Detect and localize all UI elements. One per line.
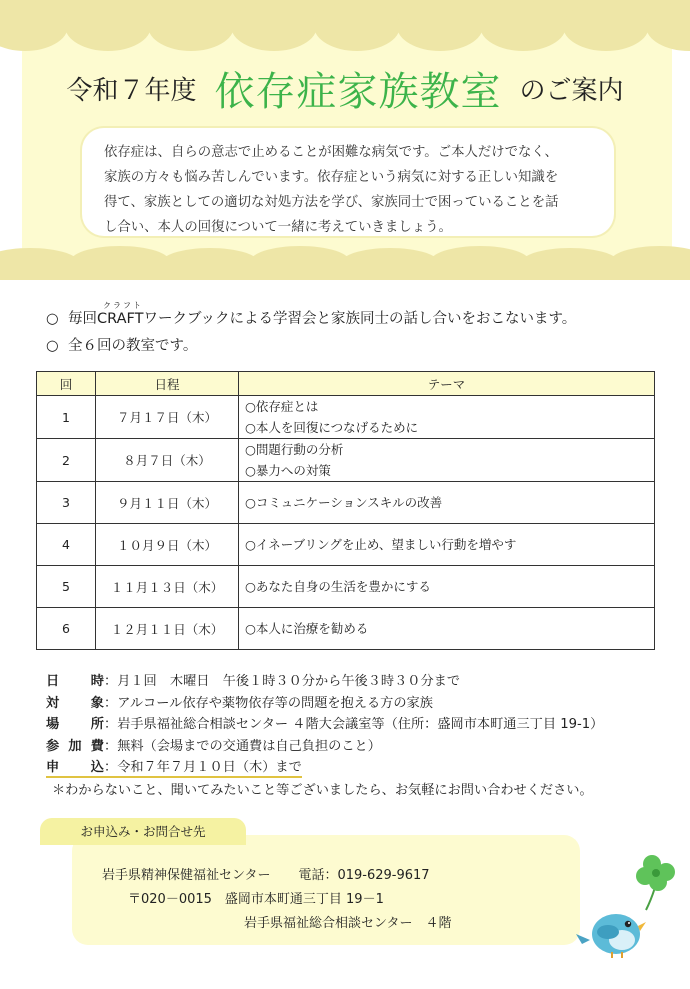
deadline-underline <box>46 760 302 778</box>
detail-row-deadline <box>46 757 603 779</box>
detail-separator: ： <box>104 674 118 689</box>
bottom-scallop-border <box>0 238 690 280</box>
bluebird-icon <box>576 914 646 958</box>
title-prefix: 令和７年度 <box>66 76 197 106</box>
event-details <box>46 671 603 779</box>
header-cell-date: 日程 <box>96 372 239 396</box>
session-number: 2 <box>37 439 96 482</box>
detail-separator: ： <box>104 738 118 754</box>
detail-label: 参加費 <box>46 738 104 754</box>
theme-line: ○イネーブリングを止め、望ましい行動を増やす <box>245 537 517 552</box>
clover-icon <box>636 855 675 910</box>
theme-line: ○本人を回復につなげるために <box>245 420 419 435</box>
table-row <box>37 396 655 439</box>
detail-row-venue <box>46 714 603 736</box>
detail-value: 無料（会場までの交通費は自己負担のこと） <box>117 738 381 754</box>
table-header-row <box>37 372 655 396</box>
table-row <box>37 608 655 650</box>
table-row <box>37 566 655 608</box>
top-scallop-border <box>0 0 690 56</box>
intro-line: し合い、本人の回復について一緒に考えていきましょう。 <box>104 220 452 235</box>
theme-line: ○本人に治療を勧める <box>245 621 369 636</box>
detail-value: アルコール依存や薬物依存等の問題を抱える方の家族 <box>117 695 433 711</box>
detail-value: 月１回 木曜日 午後１時３０分から午後３時３０分まで <box>117 674 461 689</box>
detail-value: 令和７年７月１０日（木）まで <box>117 760 302 775</box>
table-row <box>37 482 655 524</box>
detail-label: 日時 <box>46 674 104 689</box>
contact-address: 〒020－0015 盛岡市本町通三丁目 19－1 <box>128 892 384 907</box>
detail-separator: ： <box>104 717 118 732</box>
theme-line: ○暴力への対策 <box>245 463 331 478</box>
bullet-1-prefix: 毎回 <box>68 311 97 327</box>
detail-row-datetime <box>46 671 603 693</box>
intro-line: 家族の方々も悩み苦しんでいます。依存症という病気に対する正しい知識を <box>104 170 559 185</box>
theme-line: ○あなた自身の生活を豊かにする <box>245 579 431 594</box>
bullet-1-suffix: ワークブックによる学習会と家族同士の話し合いをおこないます。 <box>143 311 577 327</box>
contact-tab-label: お申込み・お問合せ先 <box>40 818 246 845</box>
circle-bullet: ○ <box>46 338 59 354</box>
session-date: ８月７日（木） <box>96 439 239 482</box>
session-number: 5 <box>37 566 96 608</box>
session-theme <box>239 439 655 482</box>
title-main: 依存症家族教室 <box>214 69 502 115</box>
detail-separator: ： <box>104 760 118 775</box>
session-theme <box>239 608 655 650</box>
table-row <box>37 439 655 482</box>
intro-line: 依存症は、自らの意志で止めることが困難な病気です。ご本人だけでなく、 <box>104 145 558 160</box>
theme-line: ○問題行動の分析 <box>245 442 344 457</box>
theme-line: ○コミュニケーションスキルの改善 <box>245 495 443 510</box>
intro-line: 得て、家族としての適切な対処方法を学び、家族同士で困っていることを話 <box>104 195 559 210</box>
session-theme <box>239 524 655 566</box>
bird-clover-illustration <box>572 848 684 960</box>
bullet-item <box>46 301 577 333</box>
session-date: １２月１１日（木） <box>96 608 239 650</box>
bullet-2-text: 全６回の教室です。 <box>68 338 198 354</box>
detail-row-target <box>46 693 603 715</box>
detail-label: 対象 <box>46 695 104 711</box>
detail-label: 申込 <box>46 760 104 775</box>
contact-building: 岩手県福祉総合相談センター ４階 <box>244 916 452 931</box>
session-number: 3 <box>37 482 96 524</box>
session-theme <box>239 396 655 439</box>
detail-label: 場所 <box>46 717 104 732</box>
table-row <box>37 524 655 566</box>
detail-separator: ： <box>104 695 118 711</box>
header-cell-theme: テーマ <box>239 372 655 396</box>
circle-bullet: ○ <box>46 311 59 327</box>
page-title <box>0 60 690 117</box>
session-number: 4 <box>37 524 96 566</box>
contact-phone: 電話：019-629-9617 <box>298 868 430 883</box>
craft-ruby: クラフト <box>103 301 143 310</box>
contact-org: 岩手県精神保健福祉センター <box>102 868 271 883</box>
inquiry-note: ＊わからないこと、聞いてみたいこと等ございましたら、お気軽にお問い合わせください。 <box>52 783 593 798</box>
craft-word: CRAFT <box>97 311 144 327</box>
detail-row-fee <box>46 736 603 758</box>
intro-box <box>82 128 614 236</box>
bullet-list <box>46 301 577 360</box>
session-date: ７月１７日（木） <box>96 396 239 439</box>
session-number: 6 <box>37 608 96 650</box>
session-theme <box>239 482 655 524</box>
session-date: １０月９日（木） <box>96 524 239 566</box>
schedule-table <box>36 371 655 650</box>
session-date: １１月１３日（木） <box>96 566 239 608</box>
header-cell-number: 回 <box>37 372 96 396</box>
title-suffix: のご案内 <box>519 76 624 106</box>
detail-value: 岩手県福祉総合相談センター ４階大会議室等（住所：盛岡市本町通三丁目 19-1） <box>117 717 604 732</box>
contact-org-line <box>102 864 430 883</box>
session-number: 1 <box>37 396 96 439</box>
bullet-item <box>46 333 576 360</box>
session-date: ９月１１日（木） <box>96 482 239 524</box>
session-theme <box>239 566 655 608</box>
theme-line: ○依存症とは <box>245 399 319 414</box>
